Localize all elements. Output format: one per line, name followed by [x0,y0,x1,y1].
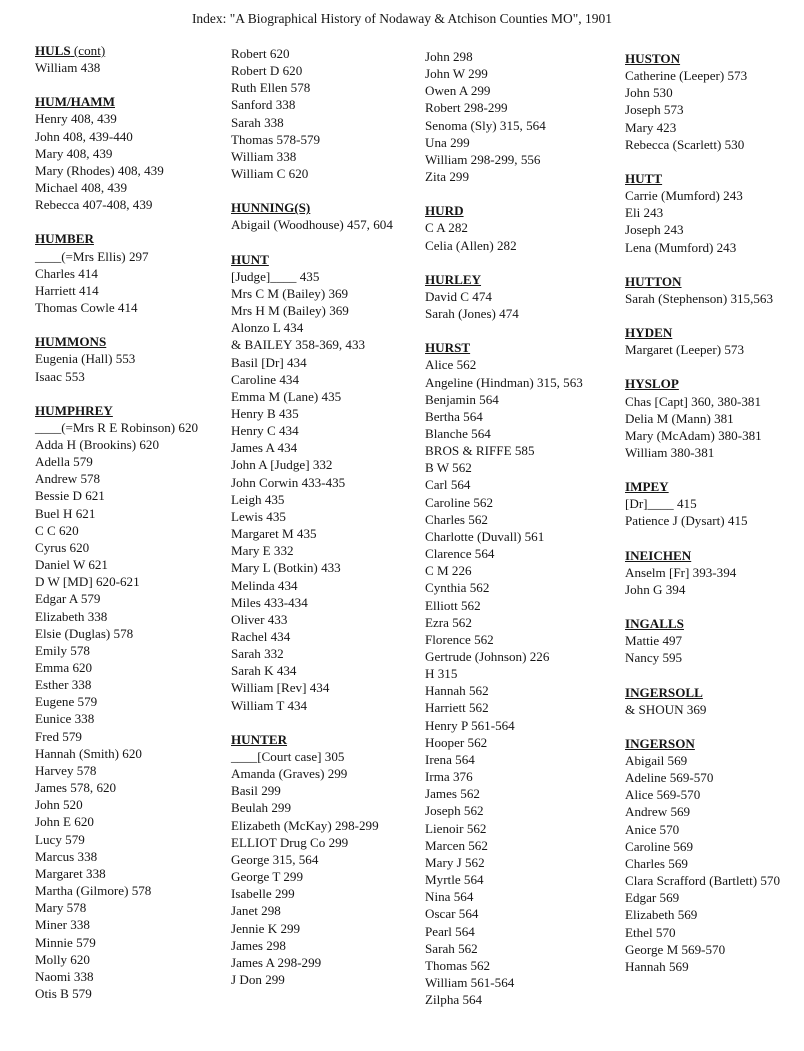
index-entry: Adda H (Brookins) 620 [35,436,160,452]
surname-heading [231,199,416,216]
index-entry: James 578, 620 [35,780,117,796]
index-entry: Sanford 338 [231,97,296,113]
index-entry: James A 434 [231,440,298,456]
index-entry: Sarah (Jones) 474 [425,306,519,322]
index-entry: Nina 564 [425,889,474,905]
surname-heading [425,271,617,288]
surname-heading [35,42,225,59]
index-entry: George M 569-570 [625,941,726,957]
index-section [625,547,801,598]
index-entry: Lewis 435 [231,508,286,524]
index-section [425,339,617,1008]
index-entry: Eugenia (Hall) 553 [35,351,136,367]
index-entry: Celia (Allen) 282 [425,237,517,253]
surname-heading [425,339,617,356]
index-entry: Adeline 569-570 [625,770,714,786]
index-entry: Caroline 562 [425,494,494,510]
index-entry: Bertha 564 [425,408,483,424]
index-entry: Charlotte (Duvall) 561 [425,528,545,544]
index-entry: Sarah 332 [231,646,284,662]
index-entry: Amanda (Graves) 299 [231,766,348,782]
index-entry: Isabelle 299 [231,886,295,902]
index-entry: Mrs H M (Bailey) 369 [231,303,349,319]
index-entry: John 530 [625,85,673,101]
index-entry: Abigail (Woodhouse) 457, 604 [231,217,393,233]
surname-heading [231,731,416,748]
index-entry: Sarah (Stephenson) 315,563 [625,290,774,306]
index-column-1 [35,42,225,1019]
index-column-3 [425,48,617,1025]
index-section [625,170,801,256]
index-entry: Irena 564 [425,751,475,767]
index-entry: Abigail 569 [625,753,688,768]
index-entry: John 298 [425,49,473,64]
index-entry: Margaret M 435 [231,526,317,542]
index-entry: Daniel W 621 [35,557,108,573]
index-entry: Fred 579 [35,728,82,744]
index-entry: Elizabeth (McKay) 298-299 [231,817,379,833]
index-column-4 [625,50,801,992]
index-entry: John G 394 [625,581,686,597]
index-entry: Margaret (Leeper) 573 [625,342,744,358]
index-entry: David C 474 [425,288,492,304]
index-entry: Ruth Ellen 578 [231,80,311,96]
index-entry: Robert 620 [231,46,290,61]
index-entry: Carl 564 [425,477,471,493]
index-entry: [Dr]____ 415 [625,496,697,512]
index-entry: Ethel 570 [625,924,676,940]
index-entry: Michael 408, 439 [35,180,128,196]
index-entry: John 408, 439-440 [35,128,133,144]
index-entry: Ezra 562 [425,614,472,630]
index-entry: Hannah (Smith) 620 [35,745,142,761]
index-entry: Lienoir 562 [425,820,487,836]
surname-heading [35,402,225,419]
index-entry: [Judge]____ 435 [231,268,320,284]
surname-heading-text: INGALLS [625,616,684,632]
index-section [231,251,416,714]
index-entry: J Don 299 [231,971,285,987]
index-section [35,230,225,316]
index-entry: Cyrus 620 [35,539,90,555]
index-entry: Mary (McAdam) 380-381 [625,427,762,443]
index-entry: Edgar A 579 [35,591,101,607]
index-entry: Irma 376 [425,769,473,785]
index-entry: Lucy 579 [35,831,85,847]
surname-heading [625,684,801,701]
surname-heading-text: HUTTON [625,273,682,289]
index-entry: Charles 569 [625,855,688,871]
surname-heading-text: HUMBER [35,231,94,247]
index-entry: Melinda 434 [231,577,298,593]
index-entry: Henry C 434 [231,423,299,439]
index-section [625,735,801,975]
index-entry: Beulah 299 [231,800,292,816]
index-entry: Zita 299 [425,169,469,185]
index-entry: William C 620 [231,166,309,182]
index-entry: Isaac 553 [35,368,85,384]
index-entry: Joseph 573 [625,102,684,118]
surname-heading-text: HUTT [625,170,663,186]
index-entry: Nancy 595 [625,650,683,666]
index-entry: ELLIOT Drug Co 299 [231,834,349,850]
index-entry: Andrew 578 [35,471,101,487]
index-entry: John W 299 [425,66,488,82]
surname-heading [625,735,801,752]
index-entry: Anice 570 [625,821,680,837]
surname-heading [35,230,225,247]
index-entry: William 338 [231,148,297,164]
surname-heading-text: HYSLOP [625,376,679,392]
surname-heading [625,324,801,341]
surname-heading-text: INEICHEN [625,547,692,563]
index-entry: Thomas 578-579 [231,131,321,147]
surname-heading-text: HUNT [231,251,269,267]
index-entry: Bessie D 621 [35,488,105,504]
index-entry: Mary E 332 [231,543,294,559]
surname-heading-text: HUMMONS [35,334,107,350]
index-entry: Chas [Capt] 360, 380-381 [625,393,762,409]
index-entry: Mary 408, 439 [35,145,113,161]
surname-heading-text: HURD [425,203,464,219]
index-entry: Henry 408, 439 [35,111,117,127]
index-section [425,271,617,322]
index-entry: Basil [Dr] 434 [231,354,307,370]
index-entry: James 298 [231,937,286,953]
index-entry: Joseph 243 [625,222,684,238]
index-entry: & BAILEY 358-369, 433 [231,337,366,353]
index-entry: & SHOUN 369 [625,701,707,717]
index-entry: Senoma (Sly) 315, 564 [425,117,546,133]
index-entry: Carrie (Mumford) 243 [625,188,743,204]
index-entry: Sarah 562 [425,940,478,956]
index-section [231,731,416,988]
index-entry: Thomas Cowle 414 [35,300,138,316]
index-section [625,375,801,461]
index-entry: Mary 578 [35,900,87,916]
surname-heading [231,251,416,268]
surname-heading [625,375,801,392]
index-entry: Rachel 434 [231,629,291,644]
index-entry: George 315, 564 [231,851,319,867]
index-entry: Joseph 562 [425,803,484,819]
surname-heading [625,170,801,187]
index-entry: John Corwin 433-435 [231,474,346,490]
index-section [35,402,225,1002]
index-entry: D W [MD] 620-621 [35,574,140,590]
index-entry: John E 620 [35,814,94,830]
index-entry: Martha (Gilmore) 578 [35,883,152,899]
index-entry: ____(=Mrs R E Robinson) 620 [35,419,199,435]
index-entry: William 561-564 [425,974,515,990]
surname-heading [425,202,617,219]
index-entry: Elliott 562 [425,597,481,613]
index-entry: Charles 414 [35,265,98,281]
index-entry: Sarah K 434 [231,663,297,679]
index-section [425,202,617,253]
index-entry: B W 562 [425,460,472,476]
page-title: Index: "A Biographical History of Nodaway & Atchison Counties MO", 1901 [191,11,613,26]
index-entry: Alice 569-570 [625,787,701,803]
surname-heading-text: HUNTER [231,731,288,747]
index-entry: Una 299 [425,134,470,150]
index-entry: Emily 578 [35,642,90,658]
surname-heading-text: HUM/HAMM [35,94,115,110]
index-entry: Robert 298-299 [425,100,508,116]
index-section [231,199,416,233]
index-entry: Henry B 435 [231,405,299,421]
index-entry: Alice 562 [425,357,477,373]
index-section [625,478,801,529]
index-entry: Eugene 579 [35,694,98,710]
index-entry: Mrs C M (Bailey) 369 [231,285,349,301]
index-entry: Basil 299 [231,783,281,799]
index-entry: Mattie 497 [625,633,683,649]
index-entry: Eli 243 [625,205,664,221]
index-entry: Oliver 433 [231,611,288,627]
surname-heading-text: HULS [35,43,71,58]
index-entry: Miles 433-434 [231,594,308,610]
surname-heading-text: HUNNING(S) [231,200,311,216]
index-section [35,333,225,384]
index-entry: Harriett 562 [425,700,489,716]
index-section [625,50,801,153]
index-entry: Eunice 338 [35,711,95,727]
index-entry: Pearl 564 [425,923,475,939]
index-entry: C M 226 [425,563,472,579]
surname-heading-text: INGERSOLL [625,684,703,700]
surname-heading-text: HUSTON [625,51,681,66]
index-entry: Sarah 338 [231,114,284,130]
index-entry: Mary 423 [625,119,677,135]
index-entry: Gertrude (Johnson) 226 [425,649,550,664]
surname-heading [35,333,225,350]
index-entry: William 380-381 [625,444,715,460]
index-entry: Adella 579 [35,454,93,470]
index-entry: Owen A 299 [425,83,491,99]
index-entry: Oscar 564 [425,906,479,922]
index-entry: Leigh 435 [231,491,285,507]
index-entry: Jennie K 299 [231,920,301,936]
index-entry: William [Rev] 434 [231,680,330,696]
index-section [425,48,617,185]
index-entry: Rebecca (Scarlett) 530 [625,136,745,152]
index-entry: Lena (Mumford) 243 [625,239,737,255]
index-entry: Margaret 338 [35,865,106,881]
index-entry: James A 298-299 [231,954,322,970]
index-entry: ____(=Mrs Ellis) 297 [35,248,149,264]
index-entry: Charles 562 [425,511,488,527]
index-entry: Molly 620 [35,951,90,967]
index-entry: Alonzo L 434 [231,320,304,336]
surname-heading-text: HURLEY [425,271,482,287]
index-entry: Elizabeth 338 [35,608,108,624]
index-entry: Naomi 338 [35,968,94,984]
index-entry: Emma M (Lane) 435 [231,388,342,404]
index-entry: Emma 620 [35,660,93,675]
index-entry: Janet 298 [231,903,281,919]
index-entry: William 298-299, 556 [425,151,541,167]
index-entry: John 520 [35,797,83,813]
index-column-2 [231,45,416,1005]
index-section [625,615,801,666]
index-entry: Benjamin 564 [425,391,499,407]
index-entry: Marcen 562 [425,837,488,853]
index-entry: Minnie 579 [35,934,96,950]
index-entry: Caroline 434 [231,371,300,387]
index-entry: Elsie (Duglas) 578 [35,625,134,641]
index-entry: Hannah 569 [625,958,689,974]
index-entry: C C 620 [35,522,79,538]
index-entry: George T 299 [231,869,304,885]
surname-heading-text: IMPEY [625,479,669,495]
index-entry: Clarence 564 [425,546,495,562]
index-entry: Miner 338 [35,917,90,933]
index-section [231,45,416,182]
index-entry: BROS & RIFFE 585 [425,443,535,459]
surname-heading [625,50,801,67]
surname-heading-suffix: (cont) [70,43,106,58]
index-entry: Otis B 579 [35,985,92,1001]
index-entry: Rebecca 407-408, 439 [35,197,153,213]
index-entry: Zilpha 564 [425,992,483,1008]
surname-heading [625,615,801,632]
index-entry: Patience J (Dysart) 415 [625,513,748,529]
index-entry: Clara Scrafford (Bartlett) 570 [625,873,781,889]
index-entry: Delia M (Mann) 381 [625,410,734,426]
index-entry: H 315 [425,666,458,682]
index-entry: Angeline (Hindman) 315, 563 [425,374,583,390]
index-entry: Robert D 620 [231,63,303,79]
index-entry: Hooper 562 [425,734,488,750]
surname-heading [625,478,801,495]
index-section [625,684,801,718]
index-entry: Esther 338 [35,677,92,693]
index-entry: Cynthia 562 [425,580,490,596]
surname-heading-text: HYDEN [625,325,673,341]
surname-heading-text: HUMPHREY [35,402,113,418]
index-entry: Henry P 561-564 [425,717,515,733]
index-entry: William 438 [35,60,101,76]
surname-heading-text: INGERSON [625,735,695,751]
surname-heading [35,93,225,110]
index-entry: Hannah 562 [425,683,489,699]
index-section [625,273,801,307]
index-entry: ____[Court case] 305 [231,748,345,764]
index-section [35,93,225,213]
index-section [625,324,801,358]
index-entry: John A [Judge] 332 [231,457,333,473]
index-entry: Mary L (Botkin) 433 [231,560,341,576]
index-entry: Elizabeth 569 [625,907,698,923]
index-section [35,42,225,76]
index-entry: Harriett 414 [35,282,99,298]
index-entry: Mary J 562 [425,854,485,870]
index-entry: Harvey 578 [35,762,97,778]
index-entry: William T 434 [231,697,308,713]
index-entry: Blanche 564 [425,425,491,441]
index-entry: Mary (Rhodes) 408, 439 [35,162,164,178]
surname-heading [625,547,801,564]
index-entry: Andrew 569 [625,804,691,820]
index-entry: Myrtle 564 [425,872,484,888]
index-entry: Edgar 569 [625,890,680,906]
index-entry: Caroline 569 [625,838,694,854]
index-entry: Marcus 338 [35,848,98,864]
index-entry: Thomas 562 [425,957,491,973]
index-entry: Catherine (Leeper) 573 [625,68,748,84]
index-entry: James 562 [425,786,480,802]
index-entry: Florence 562 [425,631,494,647]
surname-heading-text: HURST [425,340,471,356]
index-entry: Anselm [Fr] 393-394 [625,564,737,580]
index-entry: Buel H 621 [35,505,96,521]
index-entry: C A 282 [425,220,468,236]
surname-heading [625,273,801,290]
